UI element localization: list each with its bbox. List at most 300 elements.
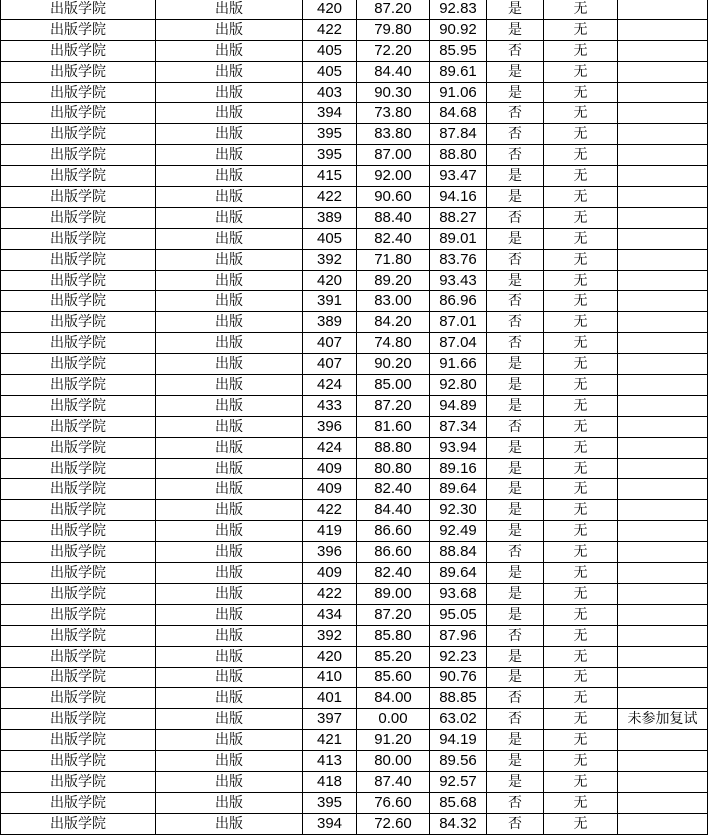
retest-score-cell: 80.00 bbox=[357, 751, 430, 772]
bonus-cell: 无 bbox=[544, 542, 618, 563]
initial-score-cell: 409 bbox=[303, 479, 357, 500]
remark-cell bbox=[618, 333, 708, 354]
remark-cell bbox=[618, 667, 708, 688]
college-cell: 出版学院 bbox=[1, 187, 156, 208]
total-score-cell: 91.06 bbox=[430, 82, 487, 103]
retest-score-cell: 83.80 bbox=[357, 124, 430, 145]
college-cell: 出版学院 bbox=[1, 500, 156, 521]
table-row bbox=[1, 228, 708, 249]
admitted-cell: 是 bbox=[487, 667, 544, 688]
retest-score-cell: 87.20 bbox=[357, 604, 430, 625]
table-row bbox=[1, 333, 708, 354]
major-cell: 出版 bbox=[156, 61, 303, 82]
admitted-cell: 是 bbox=[487, 521, 544, 542]
retest-score-cell: 89.00 bbox=[357, 583, 430, 604]
table-row bbox=[1, 0, 708, 19]
remark-cell bbox=[618, 187, 708, 208]
table-row bbox=[1, 521, 708, 542]
total-score-cell: 89.16 bbox=[430, 458, 487, 479]
college-cell: 出版学院 bbox=[1, 792, 156, 813]
total-score-cell: 92.23 bbox=[430, 646, 487, 667]
major-cell: 出版 bbox=[156, 646, 303, 667]
bonus-cell: 无 bbox=[544, 166, 618, 187]
bonus-cell: 无 bbox=[544, 688, 618, 709]
admitted-cell: 是 bbox=[487, 354, 544, 375]
remark-cell bbox=[618, 291, 708, 312]
major-cell: 出版 bbox=[156, 625, 303, 646]
major-cell: 出版 bbox=[156, 82, 303, 103]
remark-cell bbox=[618, 500, 708, 521]
college-cell: 出版学院 bbox=[1, 730, 156, 751]
college-cell: 出版学院 bbox=[1, 542, 156, 563]
college-cell: 出版学院 bbox=[1, 166, 156, 187]
remark-cell bbox=[618, 40, 708, 61]
remark-cell bbox=[618, 375, 708, 396]
admitted-cell: 否 bbox=[487, 291, 544, 312]
table-row bbox=[1, 688, 708, 709]
admitted-cell: 是 bbox=[487, 646, 544, 667]
initial-score-cell: 395 bbox=[303, 124, 357, 145]
table-row bbox=[1, 583, 708, 604]
bonus-cell: 无 bbox=[544, 375, 618, 396]
admitted-cell: 是 bbox=[487, 187, 544, 208]
total-score-cell: 89.64 bbox=[430, 563, 487, 584]
major-cell: 出版 bbox=[156, 479, 303, 500]
total-score-cell: 93.47 bbox=[430, 166, 487, 187]
bonus-cell: 无 bbox=[544, 333, 618, 354]
retest-score-cell: 84.00 bbox=[357, 688, 430, 709]
retest-score-cell: 80.80 bbox=[357, 458, 430, 479]
initial-score-cell: 405 bbox=[303, 228, 357, 249]
bonus-cell: 无 bbox=[544, 500, 618, 521]
retest-score-cell: 84.20 bbox=[357, 312, 430, 333]
retest-score-cell: 90.30 bbox=[357, 82, 430, 103]
remark-cell bbox=[618, 354, 708, 375]
college-cell: 出版学院 bbox=[1, 583, 156, 604]
retest-score-cell: 87.20 bbox=[357, 395, 430, 416]
remark-cell bbox=[618, 249, 708, 270]
admitted-cell: 否 bbox=[487, 813, 544, 834]
table-row bbox=[1, 646, 708, 667]
bonus-cell: 无 bbox=[544, 0, 618, 19]
table-row bbox=[1, 458, 708, 479]
college-cell: 出版学院 bbox=[1, 145, 156, 166]
college-cell: 出版学院 bbox=[1, 771, 156, 792]
admitted-cell: 是 bbox=[487, 228, 544, 249]
major-cell: 出版 bbox=[156, 458, 303, 479]
admitted-cell: 否 bbox=[487, 625, 544, 646]
remark-cell bbox=[618, 521, 708, 542]
admitted-cell: 否 bbox=[487, 40, 544, 61]
admitted-cell: 是 bbox=[487, 375, 544, 396]
retest-score-cell: 86.60 bbox=[357, 542, 430, 563]
table-row bbox=[1, 730, 708, 751]
bonus-cell: 无 bbox=[544, 583, 618, 604]
retest-score-cell: 82.40 bbox=[357, 479, 430, 500]
remark-cell bbox=[618, 61, 708, 82]
total-score-cell: 87.84 bbox=[430, 124, 487, 145]
major-cell: 出版 bbox=[156, 19, 303, 40]
table-row bbox=[1, 312, 708, 333]
major-cell: 出版 bbox=[156, 813, 303, 834]
retest-score-cell: 85.20 bbox=[357, 646, 430, 667]
retest-score-cell: 84.40 bbox=[357, 61, 430, 82]
initial-score-cell: 421 bbox=[303, 730, 357, 751]
bonus-cell: 无 bbox=[544, 667, 618, 688]
retest-score-cell: 71.80 bbox=[357, 249, 430, 270]
initial-score-cell: 392 bbox=[303, 625, 357, 646]
remark-cell bbox=[618, 312, 708, 333]
bonus-cell: 无 bbox=[544, 792, 618, 813]
remark-cell bbox=[618, 583, 708, 604]
retest-score-cell: 85.60 bbox=[357, 667, 430, 688]
retest-score-cell: 0.00 bbox=[357, 709, 430, 730]
total-score-cell: 87.04 bbox=[430, 333, 487, 354]
table-row bbox=[1, 813, 708, 834]
initial-score-cell: 405 bbox=[303, 40, 357, 61]
retest-score-cell: 72.20 bbox=[357, 40, 430, 61]
initial-score-cell: 420 bbox=[303, 0, 357, 19]
retest-score-cell: 84.40 bbox=[357, 500, 430, 521]
remark-cell bbox=[618, 103, 708, 124]
college-cell: 出版学院 bbox=[1, 709, 156, 730]
initial-score-cell: 394 bbox=[303, 813, 357, 834]
total-score-cell: 93.43 bbox=[430, 270, 487, 291]
major-cell: 出版 bbox=[156, 667, 303, 688]
bonus-cell: 无 bbox=[544, 458, 618, 479]
initial-score-cell: 409 bbox=[303, 563, 357, 584]
table-row bbox=[1, 103, 708, 124]
college-cell: 出版学院 bbox=[1, 458, 156, 479]
initial-score-cell: 389 bbox=[303, 207, 357, 228]
retest-score-cell: 79.80 bbox=[357, 19, 430, 40]
initial-score-cell: 392 bbox=[303, 249, 357, 270]
college-cell: 出版学院 bbox=[1, 61, 156, 82]
bonus-cell: 无 bbox=[544, 61, 618, 82]
table-row bbox=[1, 82, 708, 103]
major-cell: 出版 bbox=[156, 751, 303, 772]
total-score-cell: 89.01 bbox=[430, 228, 487, 249]
major-cell: 出版 bbox=[156, 124, 303, 145]
bonus-cell: 无 bbox=[544, 354, 618, 375]
bonus-cell: 无 bbox=[544, 124, 618, 145]
college-cell: 出版学院 bbox=[1, 416, 156, 437]
college-cell: 出版学院 bbox=[1, 354, 156, 375]
major-cell: 出版 bbox=[156, 792, 303, 813]
remark-cell bbox=[618, 792, 708, 813]
initial-score-cell: 419 bbox=[303, 521, 357, 542]
retest-score-cell: 87.20 bbox=[357, 0, 430, 19]
admitted-cell: 是 bbox=[487, 395, 544, 416]
total-score-cell: 89.61 bbox=[430, 61, 487, 82]
college-cell: 出版学院 bbox=[1, 521, 156, 542]
admitted-cell: 是 bbox=[487, 0, 544, 19]
total-score-cell: 85.68 bbox=[430, 792, 487, 813]
retest-score-cell: 85.80 bbox=[357, 625, 430, 646]
table-row bbox=[1, 563, 708, 584]
initial-score-cell: 403 bbox=[303, 82, 357, 103]
initial-score-cell: 396 bbox=[303, 416, 357, 437]
initial-score-cell: 420 bbox=[303, 646, 357, 667]
total-score-cell: 94.16 bbox=[430, 187, 487, 208]
admitted-cell: 是 bbox=[487, 479, 544, 500]
bonus-cell: 无 bbox=[544, 751, 618, 772]
admitted-cell: 是 bbox=[487, 730, 544, 751]
major-cell: 出版 bbox=[156, 709, 303, 730]
initial-score-cell: 407 bbox=[303, 333, 357, 354]
total-score-cell: 89.56 bbox=[430, 751, 487, 772]
bonus-cell: 无 bbox=[544, 730, 618, 751]
major-cell: 出版 bbox=[156, 333, 303, 354]
bonus-cell: 无 bbox=[544, 82, 618, 103]
college-cell: 出版学院 bbox=[1, 479, 156, 500]
remark-cell bbox=[618, 228, 708, 249]
major-cell: 出版 bbox=[156, 563, 303, 584]
remark-cell bbox=[618, 625, 708, 646]
admitted-cell: 是 bbox=[487, 771, 544, 792]
major-cell: 出版 bbox=[156, 730, 303, 751]
college-cell: 出版学院 bbox=[1, 82, 156, 103]
bonus-cell: 无 bbox=[544, 604, 618, 625]
total-score-cell: 92.49 bbox=[430, 521, 487, 542]
bonus-cell: 无 bbox=[544, 813, 618, 834]
total-score-cell: 85.95 bbox=[430, 40, 487, 61]
total-score-cell: 92.30 bbox=[430, 500, 487, 521]
initial-score-cell: 415 bbox=[303, 166, 357, 187]
total-score-cell: 87.01 bbox=[430, 312, 487, 333]
table-row bbox=[1, 604, 708, 625]
bonus-cell: 无 bbox=[544, 395, 618, 416]
initial-score-cell: 422 bbox=[303, 187, 357, 208]
bonus-cell: 无 bbox=[544, 103, 618, 124]
total-score-cell: 88.85 bbox=[430, 688, 487, 709]
college-cell: 出版学院 bbox=[1, 19, 156, 40]
college-cell: 出版学院 bbox=[1, 563, 156, 584]
table-row bbox=[1, 207, 708, 228]
initial-score-cell: 420 bbox=[303, 270, 357, 291]
retest-score-cell: 85.00 bbox=[357, 375, 430, 396]
bonus-cell: 无 bbox=[544, 416, 618, 437]
total-score-cell: 87.34 bbox=[430, 416, 487, 437]
table-body bbox=[1, 0, 708, 834]
total-score-cell: 92.57 bbox=[430, 771, 487, 792]
college-cell: 出版学院 bbox=[1, 604, 156, 625]
table-row bbox=[1, 249, 708, 270]
remark-cell bbox=[618, 542, 708, 563]
admitted-cell: 否 bbox=[487, 709, 544, 730]
college-cell: 出版学院 bbox=[1, 667, 156, 688]
college-cell: 出版学院 bbox=[1, 103, 156, 124]
remark-cell bbox=[618, 145, 708, 166]
bonus-cell: 无 bbox=[544, 291, 618, 312]
table-row bbox=[1, 124, 708, 145]
college-cell: 出版学院 bbox=[1, 333, 156, 354]
major-cell: 出版 bbox=[156, 145, 303, 166]
table-row bbox=[1, 291, 708, 312]
admitted-cell: 是 bbox=[487, 19, 544, 40]
initial-score-cell: 434 bbox=[303, 604, 357, 625]
major-cell: 出版 bbox=[156, 395, 303, 416]
bonus-cell: 无 bbox=[544, 563, 618, 584]
college-cell: 出版学院 bbox=[1, 249, 156, 270]
admitted-cell: 是 bbox=[487, 751, 544, 772]
remark-cell bbox=[618, 751, 708, 772]
retest-score-cell: 83.00 bbox=[357, 291, 430, 312]
table-row bbox=[1, 395, 708, 416]
admitted-cell: 是 bbox=[487, 61, 544, 82]
college-cell: 出版学院 bbox=[1, 646, 156, 667]
admitted-cell: 是 bbox=[487, 166, 544, 187]
major-cell: 出版 bbox=[156, 437, 303, 458]
initial-score-cell: 433 bbox=[303, 395, 357, 416]
total-score-cell: 89.64 bbox=[430, 479, 487, 500]
initial-score-cell: 396 bbox=[303, 542, 357, 563]
bonus-cell: 无 bbox=[544, 646, 618, 667]
major-cell: 出版 bbox=[156, 40, 303, 61]
remark-cell bbox=[618, 124, 708, 145]
bonus-cell: 无 bbox=[544, 207, 618, 228]
bonus-cell: 无 bbox=[544, 145, 618, 166]
major-cell: 出版 bbox=[156, 291, 303, 312]
admitted-cell: 否 bbox=[487, 145, 544, 166]
table-row bbox=[1, 751, 708, 772]
admitted-cell: 否 bbox=[487, 249, 544, 270]
major-cell: 出版 bbox=[156, 187, 303, 208]
total-score-cell: 91.66 bbox=[430, 354, 487, 375]
table-row bbox=[1, 354, 708, 375]
bonus-cell: 无 bbox=[544, 312, 618, 333]
admitted-cell: 否 bbox=[487, 124, 544, 145]
college-cell: 出版学院 bbox=[1, 270, 156, 291]
initial-score-cell: 394 bbox=[303, 103, 357, 124]
college-cell: 出版学院 bbox=[1, 813, 156, 834]
retest-score-cell: 72.60 bbox=[357, 813, 430, 834]
remark-cell bbox=[618, 646, 708, 667]
total-score-cell: 88.84 bbox=[430, 542, 487, 563]
total-score-cell: 95.05 bbox=[430, 604, 487, 625]
retest-score-cell: 73.80 bbox=[357, 103, 430, 124]
initial-score-cell: 422 bbox=[303, 583, 357, 604]
retest-score-cell: 74.80 bbox=[357, 333, 430, 354]
retest-score-cell: 88.40 bbox=[357, 207, 430, 228]
retest-score-cell: 87.40 bbox=[357, 771, 430, 792]
initial-score-cell: 409 bbox=[303, 458, 357, 479]
college-cell: 出版学院 bbox=[1, 124, 156, 145]
bonus-cell: 无 bbox=[544, 709, 618, 730]
admitted-cell: 否 bbox=[487, 207, 544, 228]
remark-cell bbox=[618, 395, 708, 416]
retest-score-cell: 91.20 bbox=[357, 730, 430, 751]
total-score-cell: 84.32 bbox=[430, 813, 487, 834]
admitted-cell: 是 bbox=[487, 583, 544, 604]
remark-cell bbox=[618, 479, 708, 500]
major-cell: 出版 bbox=[156, 542, 303, 563]
table-row bbox=[1, 792, 708, 813]
remark-cell bbox=[618, 730, 708, 751]
initial-score-cell: 410 bbox=[303, 667, 357, 688]
major-cell: 出版 bbox=[156, 416, 303, 437]
remark-cell bbox=[618, 437, 708, 458]
major-cell: 出版 bbox=[156, 583, 303, 604]
major-cell: 出版 bbox=[156, 375, 303, 396]
table-row bbox=[1, 542, 708, 563]
college-cell: 出版学院 bbox=[1, 395, 156, 416]
retest-score-cell: 90.60 bbox=[357, 187, 430, 208]
admitted-cell: 否 bbox=[487, 416, 544, 437]
remark-cell bbox=[618, 19, 708, 40]
retest-score-cell: 87.00 bbox=[357, 145, 430, 166]
bonus-cell: 无 bbox=[544, 479, 618, 500]
total-score-cell: 84.68 bbox=[430, 103, 487, 124]
retest-score-cell: 82.40 bbox=[357, 563, 430, 584]
retest-score-cell: 90.20 bbox=[357, 354, 430, 375]
initial-score-cell: 395 bbox=[303, 145, 357, 166]
bonus-cell: 无 bbox=[544, 228, 618, 249]
retest-score-cell: 86.60 bbox=[357, 521, 430, 542]
table-row bbox=[1, 375, 708, 396]
bonus-cell: 无 bbox=[544, 187, 618, 208]
admitted-cell: 是 bbox=[487, 563, 544, 584]
initial-score-cell: 422 bbox=[303, 500, 357, 521]
total-score-cell: 90.76 bbox=[430, 667, 487, 688]
retest-score-cell: 88.80 bbox=[357, 437, 430, 458]
total-score-cell: 92.80 bbox=[430, 375, 487, 396]
remark-cell bbox=[618, 604, 708, 625]
table-row bbox=[1, 166, 708, 187]
initial-score-cell: 405 bbox=[303, 61, 357, 82]
table-row bbox=[1, 479, 708, 500]
table-row bbox=[1, 667, 708, 688]
major-cell: 出版 bbox=[156, 166, 303, 187]
initial-score-cell: 407 bbox=[303, 354, 357, 375]
total-score-cell: 88.27 bbox=[430, 207, 487, 228]
remark-cell bbox=[618, 270, 708, 291]
remark-cell bbox=[618, 563, 708, 584]
table-row bbox=[1, 270, 708, 291]
bonus-cell: 无 bbox=[544, 270, 618, 291]
admitted-cell: 是 bbox=[487, 458, 544, 479]
admitted-cell: 否 bbox=[487, 333, 544, 354]
initial-score-cell: 418 bbox=[303, 771, 357, 792]
remark-cell bbox=[618, 166, 708, 187]
admitted-cell: 否 bbox=[487, 542, 544, 563]
remark-cell bbox=[618, 458, 708, 479]
retest-score-cell: 92.00 bbox=[357, 166, 430, 187]
major-cell: 出版 bbox=[156, 249, 303, 270]
total-score-cell: 93.94 bbox=[430, 437, 487, 458]
total-score-cell: 83.76 bbox=[430, 249, 487, 270]
college-cell: 出版学院 bbox=[1, 291, 156, 312]
table-row bbox=[1, 709, 708, 730]
initial-score-cell: 397 bbox=[303, 709, 357, 730]
total-score-cell: 88.80 bbox=[430, 145, 487, 166]
bonus-cell: 无 bbox=[544, 771, 618, 792]
retest-score-cell: 89.20 bbox=[357, 270, 430, 291]
total-score-cell: 90.92 bbox=[430, 19, 487, 40]
initial-score-cell: 391 bbox=[303, 291, 357, 312]
bonus-cell: 无 bbox=[544, 249, 618, 270]
college-cell: 出版学院 bbox=[1, 312, 156, 333]
remark-cell: 未参加复试 bbox=[618, 709, 708, 730]
admitted-cell: 否 bbox=[487, 103, 544, 124]
college-cell: 出版学院 bbox=[1, 375, 156, 396]
bonus-cell: 无 bbox=[544, 437, 618, 458]
table-row bbox=[1, 40, 708, 61]
table-row bbox=[1, 625, 708, 646]
initial-score-cell: 422 bbox=[303, 19, 357, 40]
major-cell: 出版 bbox=[156, 103, 303, 124]
admitted-cell: 否 bbox=[487, 312, 544, 333]
